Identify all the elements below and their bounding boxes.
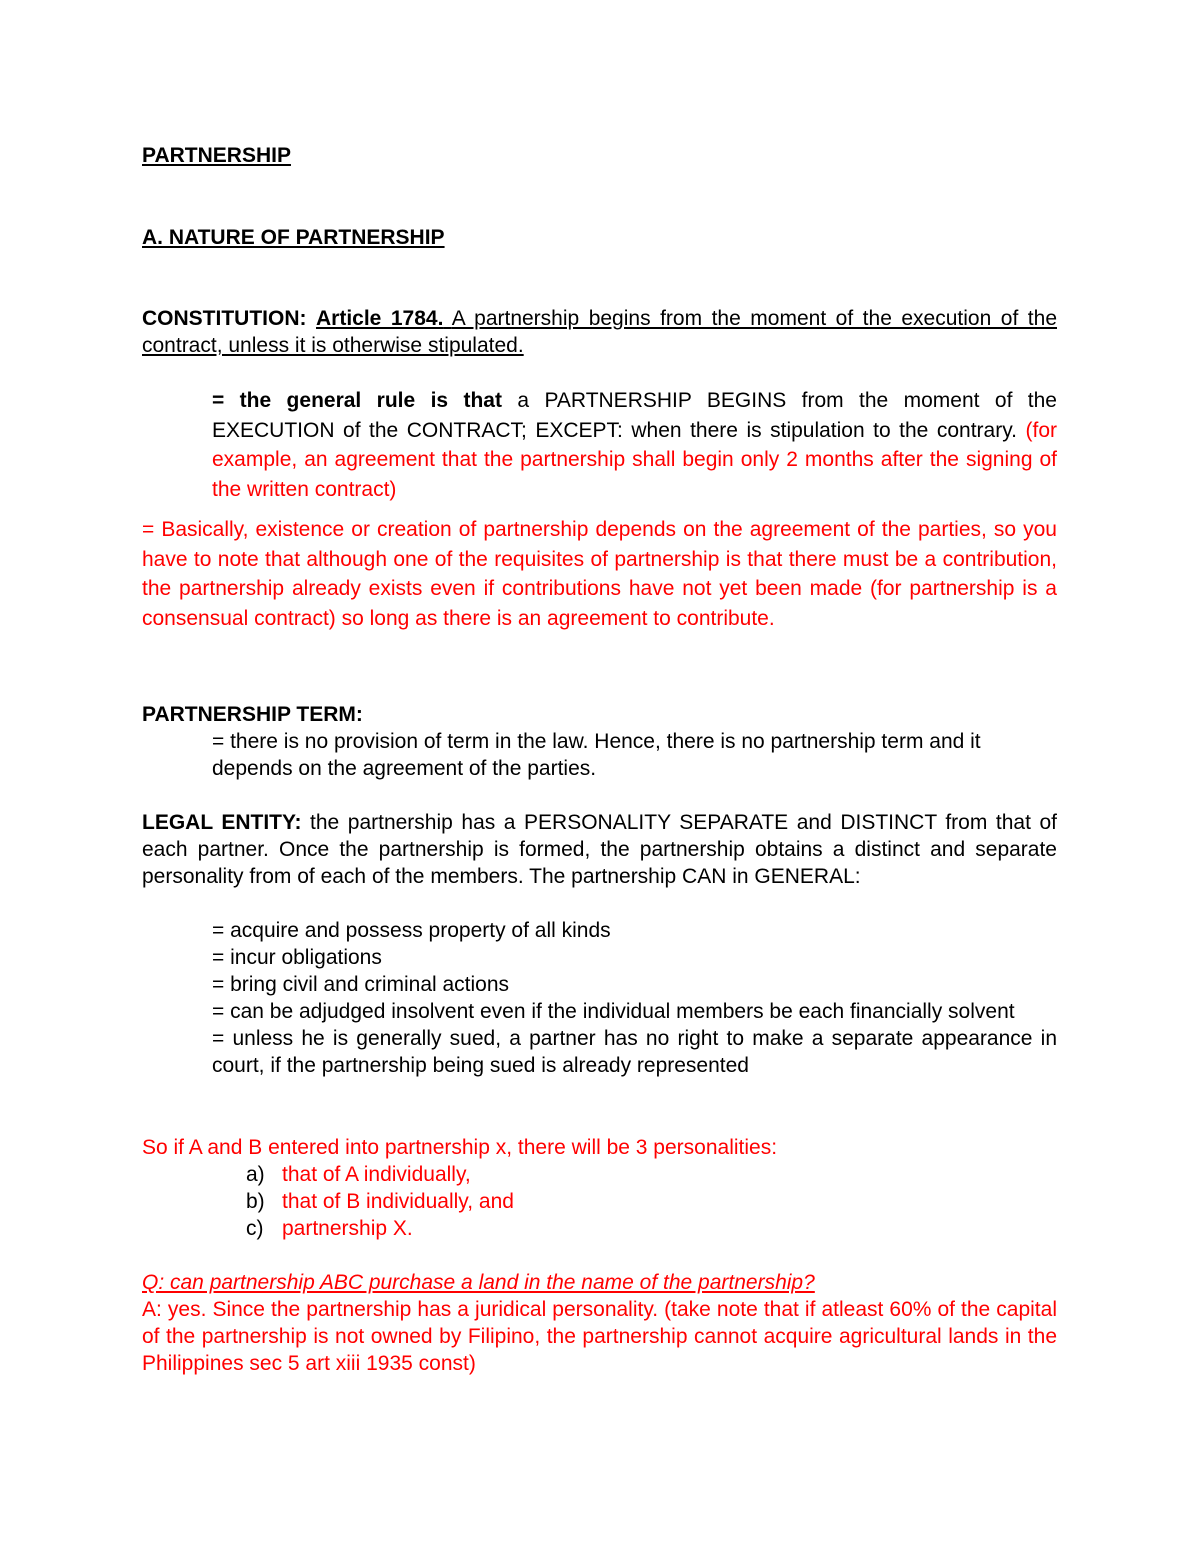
capability-item: = incur obligations [212, 946, 382, 969]
list-item [246, 1161, 1046, 1188]
capability-item: = unless he is generally sued, a partner has no right to make a separate appearance in court, if the partnership being sued is already represented [212, 1027, 1057, 1077]
legal-entity-capabilities [212, 917, 1057, 1079]
qa-question: Q: can partnership ABC purchase a land in the name of the partnership? [142, 1271, 815, 1294]
personalities-list [246, 1161, 1046, 1242]
list-item [246, 1215, 1046, 1242]
example-intro: So if A and B entered into partnership x, there will be 3 personalities: [142, 1136, 778, 1159]
list-marker: b) [246, 1190, 265, 1213]
general-rule-lead: = the general rule is that [212, 389, 502, 412]
general-rule-example: (for example, an agreement that the partnership shall begin only 2 months after the signing of the written contract) [212, 418, 1057, 501]
general-rule-text: a PARTNERSHIP BEGINS from the moment of the EXECUTION of the CONTRACT; EXCEPT: when there is stipulation to the contrary. [212, 389, 1057, 442]
general-rule-paragraph [212, 386, 1057, 504]
constitution-paragraph [142, 305, 1057, 359]
legal-entity-label: LEGAL ENTITY: [142, 811, 302, 834]
qa-answer: A: yes. Since the partnership has a juridical personality. (take note that if atleast 60% of the capital of the partnership is not owned by Filipino, the partnership cannot acquire agricultural lands in the Philippines sec 5 art xiii 1935 const) [142, 1298, 1057, 1375]
section-heading-nature: A. NATURE OF PARTNERSHIP [142, 226, 445, 249]
basically-paragraph: = Basically, existence or creation of partnership depends on the agreement of the parties, so you have to note that although one of the requisites of partnership is that there must be a contribution, the partnership already exists even if contributions have not yet been made (for partnership is a consensual contract) so long as there is an agreement to contribute. [142, 518, 1057, 630]
term-label: PARTNERSHIP TERM: [142, 703, 363, 726]
list-item-text: partnership X. [282, 1217, 413, 1240]
capability-item: = acquire and possess property of all kinds [212, 919, 611, 942]
document-title: PARTNERSHIP [142, 144, 291, 167]
capability-item: = can be adjudged insolvent even if the individual members be each financially solvent [212, 1000, 1015, 1023]
constitution-label: CONSTITUTION: [142, 307, 307, 330]
list-item [246, 1188, 1046, 1215]
article-text: A partnership begins from the moment of the execution of the contract, unless it is otherwise stipulated. [142, 307, 1057, 357]
legal-entity-text: the partnership has a PERSONALITY SEPARATE and DISTINCT from that of each partner. Once the partnership is formed, the partnership obtains a distinct and separate personality from of each of the members. The partnership CAN in GENERAL: [142, 811, 1057, 888]
list-item-text: that of A individually, [282, 1163, 471, 1186]
list-marker: a) [246, 1163, 265, 1186]
article-number: Article 1784. [316, 307, 444, 330]
term-text: = there is no provision of term in the law. Hence, there is no partnership term and it depends on the agreement of the parties. [212, 730, 981, 780]
legal-entity-paragraph [142, 809, 1057, 890]
capability-item: = bring civil and criminal actions [212, 973, 510, 996]
list-marker: c) [246, 1217, 264, 1240]
list-item-text: that of B individually, and [282, 1190, 514, 1213]
